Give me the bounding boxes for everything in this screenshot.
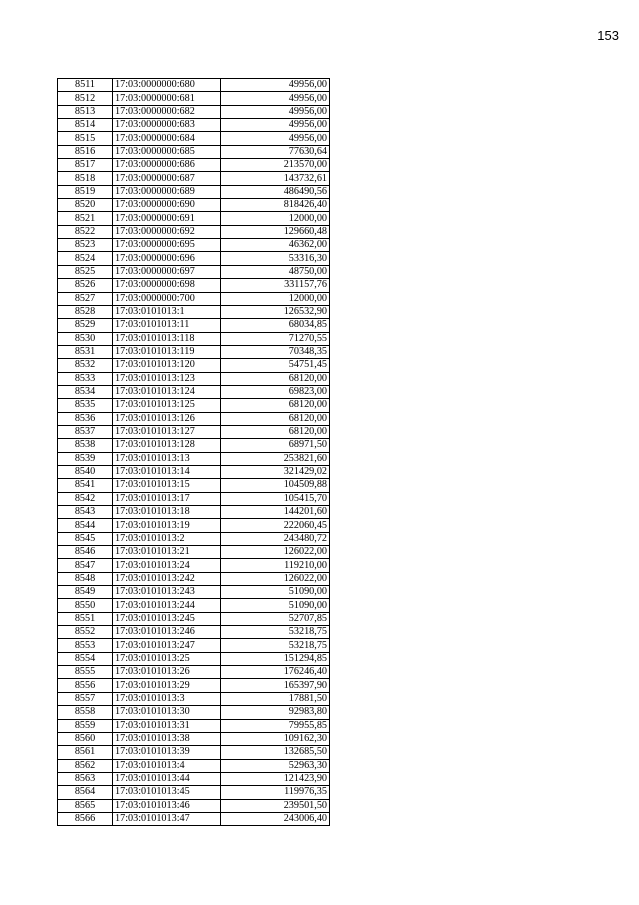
- table-row: [58, 92, 330, 105]
- value-cell: 243006,40: [221, 812, 330, 825]
- table-row: [58, 572, 330, 585]
- table-row: [58, 506, 330, 519]
- row-number-cell: 8543: [58, 506, 113, 519]
- value-cell: 486490,56: [221, 185, 330, 198]
- value-cell: 52707,85: [221, 612, 330, 625]
- row-number-cell: 8552: [58, 626, 113, 639]
- row-number-cell: 8542: [58, 492, 113, 505]
- table-row: [58, 359, 330, 372]
- table-row: [58, 145, 330, 158]
- value-cell: 104509,88: [221, 479, 330, 492]
- row-number-cell: 8549: [58, 586, 113, 599]
- cadastral-number-cell: 17:03:0101013:1: [113, 305, 221, 318]
- row-number-cell: 8518: [58, 172, 113, 185]
- value-cell: 119210,00: [221, 559, 330, 572]
- row-number-cell: 8529: [58, 319, 113, 332]
- cadastral-number-cell: 17:03:0101013:4: [113, 759, 221, 772]
- cadastral-number-cell: 17:03:0101013:3: [113, 692, 221, 705]
- value-cell: 126022,00: [221, 546, 330, 559]
- value-cell: 51090,00: [221, 599, 330, 612]
- cadastral-number-cell: 17:03:0101013:123: [113, 372, 221, 385]
- cadastral-number-cell: 17:03:0101013:245: [113, 612, 221, 625]
- table-row: [58, 412, 330, 425]
- row-number-cell: 8516: [58, 145, 113, 158]
- row-number-cell: 8537: [58, 425, 113, 438]
- row-number-cell: 8550: [58, 599, 113, 612]
- cadastral-number-cell: 17:03:0101013:125: [113, 399, 221, 412]
- row-number-cell: 8532: [58, 359, 113, 372]
- table-row: [58, 292, 330, 305]
- cadastral-number-cell: 17:03:0101013:18: [113, 506, 221, 519]
- table-row: [58, 519, 330, 532]
- table-row: [58, 345, 330, 358]
- row-number-cell: 8547: [58, 559, 113, 572]
- cadastral-number-cell: 17:03:0101013:2: [113, 532, 221, 545]
- table-row: [58, 225, 330, 238]
- page-number: 153: [597, 28, 619, 43]
- value-cell: 243480,72: [221, 532, 330, 545]
- table-row: [58, 599, 330, 612]
- value-cell: 222060,45: [221, 519, 330, 532]
- table-row: [58, 172, 330, 185]
- row-number-cell: 8564: [58, 786, 113, 799]
- cadastral-number-cell: 17:03:0000000:682: [113, 105, 221, 118]
- cadastral-number-cell: 17:03:0101013:15: [113, 479, 221, 492]
- value-cell: 121423,90: [221, 772, 330, 785]
- row-number-cell: 8528: [58, 305, 113, 318]
- cadastral-number-cell: 17:03:0101013:14: [113, 465, 221, 478]
- value-cell: 165397,90: [221, 679, 330, 692]
- cadastral-number-cell: 17:03:0101013:126: [113, 412, 221, 425]
- table-row: [58, 372, 330, 385]
- cadastral-number-cell: 17:03:0101013:127: [113, 425, 221, 438]
- cadastral-number-cell: 17:03:0101013:128: [113, 439, 221, 452]
- row-number-cell: 8563: [58, 772, 113, 785]
- row-number-cell: 8555: [58, 666, 113, 679]
- table-row: [58, 132, 330, 145]
- value-cell: 49956,00: [221, 119, 330, 132]
- value-cell: 68034,85: [221, 319, 330, 332]
- row-number-cell: 8548: [58, 572, 113, 585]
- table-row: [58, 185, 330, 198]
- row-number-cell: 8520: [58, 199, 113, 212]
- row-number-cell: 8522: [58, 225, 113, 238]
- table-row: [58, 546, 330, 559]
- cadastral-number-cell: 17:03:0101013:17: [113, 492, 221, 505]
- row-number-cell: 8539: [58, 452, 113, 465]
- value-cell: 119976,35: [221, 786, 330, 799]
- cadastral-number-cell: 17:03:0000000:690: [113, 199, 221, 212]
- cadastral-number-cell: 17:03:0000000:686: [113, 159, 221, 172]
- table-row: [58, 746, 330, 759]
- value-cell: 253821,60: [221, 452, 330, 465]
- value-cell: 71270,55: [221, 332, 330, 345]
- cadastral-number-cell: 17:03:0101013:124: [113, 385, 221, 398]
- table-row: [58, 279, 330, 292]
- value-cell: 69823,00: [221, 385, 330, 398]
- cadastral-number-cell: 17:03:0101013:19: [113, 519, 221, 532]
- table-row: [58, 719, 330, 732]
- table-row: [58, 639, 330, 652]
- table-row: [58, 666, 330, 679]
- row-number-cell: 8561: [58, 746, 113, 759]
- table-row: [58, 385, 330, 398]
- cadastral-number-cell: 17:03:0101013:13: [113, 452, 221, 465]
- value-cell: 176246,40: [221, 666, 330, 679]
- cadastral-number-cell: 17:03:0101013:47: [113, 812, 221, 825]
- value-cell: 51090,00: [221, 586, 330, 599]
- table-row: [58, 199, 330, 212]
- table-row: [58, 105, 330, 118]
- cadastral-number-cell: 17:03:0000000:681: [113, 92, 221, 105]
- cadastral-number-cell: 17:03:0101013:120: [113, 359, 221, 372]
- value-cell: 144201,60: [221, 506, 330, 519]
- row-number-cell: 8551: [58, 612, 113, 625]
- value-cell: 48750,00: [221, 265, 330, 278]
- value-cell: 53218,75: [221, 639, 330, 652]
- value-cell: 68120,00: [221, 372, 330, 385]
- cadastral-number-cell: 17:03:0000000:700: [113, 292, 221, 305]
- cadastral-number-cell: 17:03:0101013:38: [113, 732, 221, 745]
- cadastral-number-cell: 17:03:0000000:696: [113, 252, 221, 265]
- value-cell: 331157,76: [221, 279, 330, 292]
- row-number-cell: 8558: [58, 706, 113, 719]
- row-number-cell: 8562: [58, 759, 113, 772]
- table-row: [58, 612, 330, 625]
- value-cell: 109162,30: [221, 732, 330, 745]
- table-row: [58, 532, 330, 545]
- row-number-cell: 8553: [58, 639, 113, 652]
- row-number-cell: 8559: [58, 719, 113, 732]
- value-cell: 239501,50: [221, 799, 330, 812]
- value-cell: 17881,50: [221, 692, 330, 705]
- table-row: [58, 692, 330, 705]
- table-row: [58, 786, 330, 799]
- value-cell: 79955,85: [221, 719, 330, 732]
- value-cell: 49956,00: [221, 132, 330, 145]
- row-number-cell: 8554: [58, 652, 113, 665]
- row-number-cell: 8544: [58, 519, 113, 532]
- row-number-cell: 8533: [58, 372, 113, 385]
- row-number-cell: 8535: [58, 399, 113, 412]
- cadastral-number-cell: 17:03:0101013:11: [113, 319, 221, 332]
- cadastral-number-cell: 17:03:0000000:698: [113, 279, 221, 292]
- table-row: [58, 305, 330, 318]
- row-number-cell: 8515: [58, 132, 113, 145]
- value-cell: 12000,00: [221, 212, 330, 225]
- cadastral-number-cell: 17:03:0000000:685: [113, 145, 221, 158]
- row-number-cell: 8512: [58, 92, 113, 105]
- cadastral-number-cell: 17:03:0000000:691: [113, 212, 221, 225]
- cadastral-number-cell: 17:03:0000000:689: [113, 185, 221, 198]
- row-number-cell: 8524: [58, 252, 113, 265]
- value-cell: 77630,64: [221, 145, 330, 158]
- value-cell: 52963,30: [221, 759, 330, 772]
- table-row: [58, 239, 330, 252]
- table-row: [58, 119, 330, 132]
- table-row: [58, 319, 330, 332]
- table-row: [58, 452, 330, 465]
- row-number-cell: 8511: [58, 79, 113, 92]
- row-number-cell: 8560: [58, 732, 113, 745]
- cadastral-number-cell: 17:03:0101013:246: [113, 626, 221, 639]
- cadastral-number-cell: 17:03:0000000:697: [113, 265, 221, 278]
- value-cell: 129660,48: [221, 225, 330, 238]
- table-row: [58, 812, 330, 825]
- table-row: [58, 159, 330, 172]
- value-cell: 53316,30: [221, 252, 330, 265]
- value-cell: 321429,02: [221, 465, 330, 478]
- cadastral-number-cell: 17:03:0101013:21: [113, 546, 221, 559]
- value-cell: 68971,50: [221, 439, 330, 452]
- value-cell: 49956,00: [221, 79, 330, 92]
- value-cell: 92983,80: [221, 706, 330, 719]
- value-cell: 151294,85: [221, 652, 330, 665]
- cadastral-number-cell: 17:03:0101013:29: [113, 679, 221, 692]
- row-number-cell: 8557: [58, 692, 113, 705]
- row-number-cell: 8531: [58, 345, 113, 358]
- table-row: [58, 399, 330, 412]
- table-row: [58, 212, 330, 225]
- cadastral-number-cell: 17:03:0101013:118: [113, 332, 221, 345]
- table-row: [58, 79, 330, 92]
- cadastral-number-cell: 17:03:0101013:31: [113, 719, 221, 732]
- registry-table: [57, 78, 330, 826]
- row-number-cell: 8566: [58, 812, 113, 825]
- table-row: [58, 425, 330, 438]
- value-cell: 49956,00: [221, 92, 330, 105]
- registry-table-body: [58, 79, 330, 826]
- row-number-cell: 8540: [58, 465, 113, 478]
- row-number-cell: 8523: [58, 239, 113, 252]
- row-number-cell: 8546: [58, 546, 113, 559]
- cadastral-number-cell: 17:03:0101013:30: [113, 706, 221, 719]
- table-row: [58, 479, 330, 492]
- table-row: [58, 652, 330, 665]
- row-number-cell: 8565: [58, 799, 113, 812]
- cadastral-number-cell: 17:03:0101013:242: [113, 572, 221, 585]
- table-row: [58, 439, 330, 452]
- table-row: [58, 465, 330, 478]
- cadastral-number-cell: 17:03:0000000:680: [113, 79, 221, 92]
- row-number-cell: 8517: [58, 159, 113, 172]
- cadastral-number-cell: 17:03:0101013:26: [113, 666, 221, 679]
- row-number-cell: 8521: [58, 212, 113, 225]
- value-cell: 213570,00: [221, 159, 330, 172]
- value-cell: 68120,00: [221, 399, 330, 412]
- cadastral-number-cell: 17:03:0101013:25: [113, 652, 221, 665]
- table-row: [58, 586, 330, 599]
- table-row: [58, 626, 330, 639]
- table-row: [58, 706, 330, 719]
- value-cell: 68120,00: [221, 425, 330, 438]
- table-row: [58, 252, 330, 265]
- row-number-cell: 8513: [58, 105, 113, 118]
- cadastral-number-cell: 17:03:0101013:244: [113, 599, 221, 612]
- table-row: [58, 265, 330, 278]
- table-row: [58, 759, 330, 772]
- table-row: [58, 772, 330, 785]
- cadastral-number-cell: 17:03:0000000:683: [113, 119, 221, 132]
- value-cell: 54751,45: [221, 359, 330, 372]
- cadastral-number-cell: 17:03:0101013:243: [113, 586, 221, 599]
- table-row: [58, 732, 330, 745]
- value-cell: 49956,00: [221, 105, 330, 118]
- cadastral-number-cell: 17:03:0000000:692: [113, 225, 221, 238]
- row-number-cell: 8530: [58, 332, 113, 345]
- row-number-cell: 8545: [58, 532, 113, 545]
- cadastral-number-cell: 17:03:0000000:695: [113, 239, 221, 252]
- table-row: [58, 332, 330, 345]
- table-row: [58, 492, 330, 505]
- cadastral-number-cell: 17:03:0101013:24: [113, 559, 221, 572]
- cadastral-number-cell: 17:03:0101013:44: [113, 772, 221, 785]
- value-cell: 143732,61: [221, 172, 330, 185]
- value-cell: 818426,40: [221, 199, 330, 212]
- cadastral-number-cell: 17:03:0101013:45: [113, 786, 221, 799]
- row-number-cell: 8536: [58, 412, 113, 425]
- row-number-cell: 8525: [58, 265, 113, 278]
- table-row: [58, 559, 330, 572]
- value-cell: 12000,00: [221, 292, 330, 305]
- value-cell: 132685,50: [221, 746, 330, 759]
- row-number-cell: 8541: [58, 479, 113, 492]
- table-row: [58, 799, 330, 812]
- value-cell: 126022,00: [221, 572, 330, 585]
- row-number-cell: 8526: [58, 279, 113, 292]
- row-number-cell: 8519: [58, 185, 113, 198]
- value-cell: 53218,75: [221, 626, 330, 639]
- value-cell: 105415,70: [221, 492, 330, 505]
- cadastral-number-cell: 17:03:0101013:46: [113, 799, 221, 812]
- cadastral-number-cell: 17:03:0000000:684: [113, 132, 221, 145]
- cadastral-number-cell: 17:03:0000000:687: [113, 172, 221, 185]
- value-cell: 68120,00: [221, 412, 330, 425]
- value-cell: 126532,90: [221, 305, 330, 318]
- row-number-cell: 8538: [58, 439, 113, 452]
- value-cell: 70348,35: [221, 345, 330, 358]
- row-number-cell: 8534: [58, 385, 113, 398]
- cadastral-number-cell: 17:03:0101013:39: [113, 746, 221, 759]
- value-cell: 46362,00: [221, 239, 330, 252]
- row-number-cell: 8556: [58, 679, 113, 692]
- cadastral-number-cell: 17:03:0101013:247: [113, 639, 221, 652]
- cadastral-number-cell: 17:03:0101013:119: [113, 345, 221, 358]
- row-number-cell: 8527: [58, 292, 113, 305]
- table-row: [58, 679, 330, 692]
- row-number-cell: 8514: [58, 119, 113, 132]
